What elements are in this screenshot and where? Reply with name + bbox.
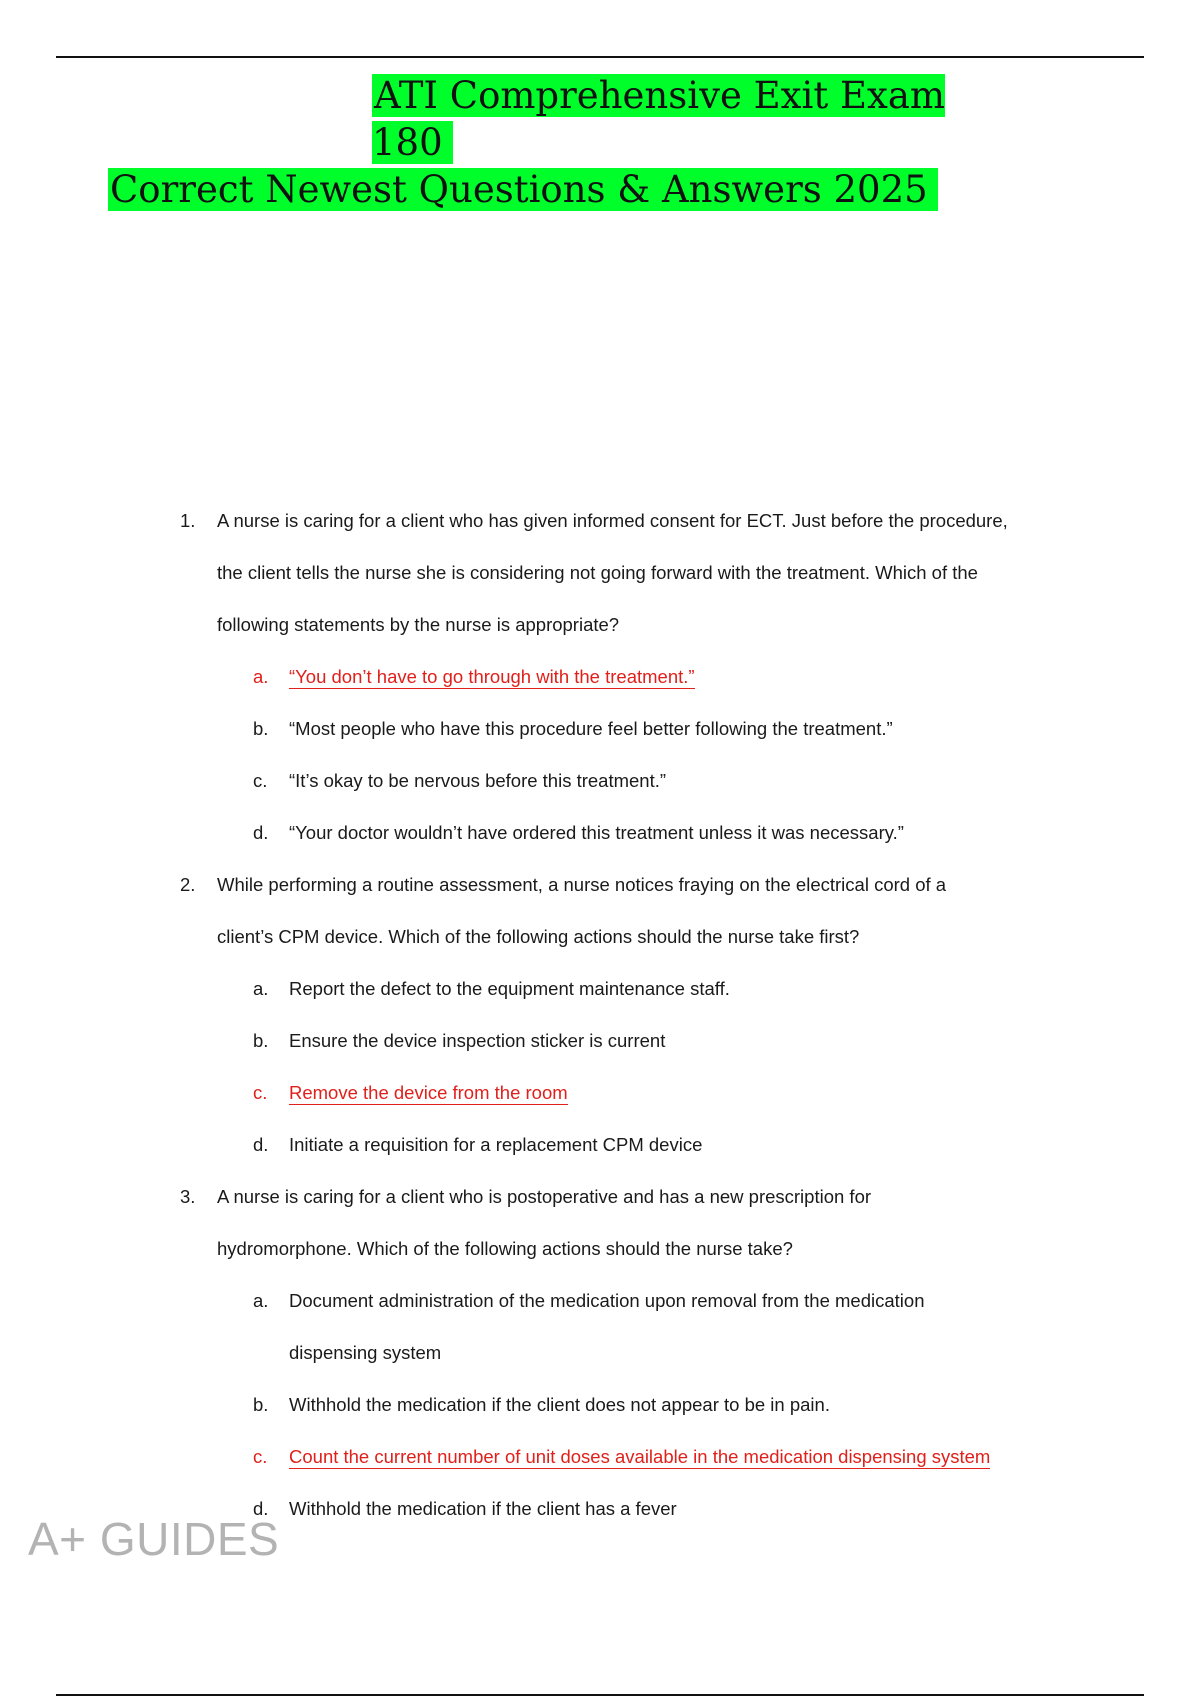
option-letter: a. [253, 978, 269, 999]
option [253, 1119, 1080, 1171]
option-text: Withhold the medication if the client has a fever [289, 1498, 677, 1519]
option-letter: d. [253, 1498, 269, 1519]
question-3-line-1 [180, 1171, 1080, 1223]
option-letter: c. [253, 1446, 268, 1467]
question-list [180, 495, 1080, 1535]
option-letter: b. [253, 718, 269, 739]
question-3-line-2 [180, 1223, 1080, 1275]
option [253, 755, 1080, 807]
question-text: A nurse is caring for a client who is postoperative and has a new prescription for [217, 1186, 872, 1207]
title-line-2: Correct Newest Questions & Answers 2025 [108, 168, 938, 211]
option-letter: a. [253, 666, 269, 687]
question-text: While performing a routine assessment, a nurse notices fraying on the electrical cord of a [217, 874, 947, 895]
option-correct [253, 1431, 1080, 1483]
question-2-options [180, 963, 1080, 1171]
option-letter: d. [253, 1134, 269, 1155]
question-2 [180, 859, 1080, 1171]
option-text: Ensure the device inspection sticker is current [289, 1030, 666, 1051]
option [253, 703, 1080, 755]
question-3-options [180, 1275, 1080, 1535]
question-1-line-3 [180, 599, 1080, 651]
question-2-line-1 [180, 859, 1080, 911]
question-text: the client tells the nurse she is considering not going forward with the treatment. Which of the [217, 562, 978, 583]
question-number: 3. [180, 1186, 196, 1207]
title-highlight-1: ATI Comprehensive Exit Exam 180 [372, 74, 945, 164]
watermark-logo: A+ GUIDES [28, 1513, 280, 1565]
option-text: Report the defect to the equipment maintenance staff. [289, 978, 730, 999]
top-rule [56, 56, 1144, 58]
option [253, 1483, 1080, 1535]
document-title [108, 72, 1008, 213]
option-letter [253, 1327, 289, 1379]
question-text: following statements by the nurse is appropriate? [217, 614, 620, 635]
question-number: 2. [180, 874, 196, 895]
option-text: Remove the device from the room [289, 1082, 568, 1103]
question-1-options [180, 651, 1080, 859]
option-letter: b. [253, 1030, 269, 1051]
option-letter: b. [253, 1394, 269, 1415]
option [253, 1275, 1080, 1327]
option-correct [253, 1067, 1080, 1119]
option [253, 1015, 1080, 1067]
question-number: 1. [180, 510, 196, 531]
option-text: “You don’t have to go through with the treatment.” [289, 666, 695, 687]
title-line-1 [108, 72, 1008, 166]
option-letter: a. [253, 1290, 269, 1311]
question-text: client’s CPM device. Which of the following actions should the nurse take first? [217, 926, 860, 947]
option-text: Initiate a requisition for a replacement CPM device [289, 1134, 703, 1155]
bottom-rule [56, 1694, 1144, 1696]
question-1-line-1 [180, 495, 1080, 547]
option-text: Withhold the medication if the client does not appear to be in pain. [289, 1394, 830, 1415]
question-text: A nurse is caring for a client who has given informed consent for ECT. Just before the procedure, [217, 510, 1008, 531]
option-text: “Your doctor wouldn’t have ordered this treatment unless it was necessary.” [289, 822, 904, 843]
option [253, 807, 1080, 859]
option-letter: d. [253, 822, 269, 843]
option-text: dispensing system [289, 1342, 442, 1363]
option-letter: c. [253, 1082, 268, 1103]
option-text: Document administration of the medication upon removal from the medication [289, 1290, 925, 1311]
question-3 [180, 1171, 1080, 1535]
question-text: hydromorphone. Which of the following actions should the nurse take? [217, 1238, 793, 1259]
option-continuation [253, 1327, 1080, 1379]
option [253, 1379, 1080, 1431]
question-1-line-2 [180, 547, 1080, 599]
option-text: “Most people who have this procedure feel better following the treatment.” [289, 718, 893, 739]
question-1 [180, 495, 1080, 859]
option-letter: c. [253, 770, 268, 791]
option [253, 963, 1080, 1015]
option-text: “It’s okay to be nervous before this treatment.” [289, 770, 667, 791]
question-2-line-2 [180, 911, 1080, 963]
option-text: Count the current number of unit doses available in the medication dispensing system [289, 1446, 991, 1467]
option-correct [253, 651, 1080, 703]
